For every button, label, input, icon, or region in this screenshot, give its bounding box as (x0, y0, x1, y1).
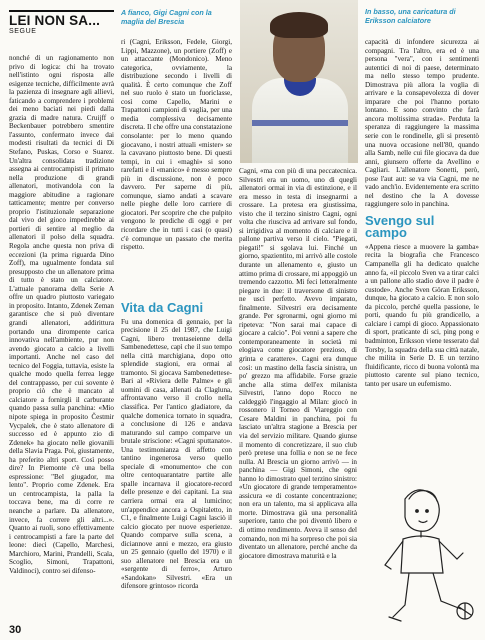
column-3 (239, 167, 357, 560)
section-title-cagni: Vita da Cagni (121, 300, 204, 315)
player-hair (270, 12, 328, 38)
column-4-text: capacità di infondere sicurezza ai compagni. Tra l'altro, era ed è una persona "vera", con i sentimenti autentici di noi di paese, determinato ma nello stesso tempo prudente. Dimostrava più allora la voglia di arrivare e la consapevolezza di dover imparare che poi l'hanno portato lontano. E sono convinto che farà ancora moltissima strada». Perduta la speranza di raggiungere la massima serie con le rondinelle, gli si presentò una nuova occasione nell'80, quando alla Samb, nelle cui file giocava da due anni, giunsero offerte da Avellino e Cagliari. L'allenatore Sonetti, però, pose l'aut aut: se va via Cagni, me ne vado anch'io. Evidentemente era scritto nel destino che la A dovesse raggiungere solo in panchina. (365, 38, 479, 209)
article-title: LEI NON SA... (9, 13, 101, 28)
page-number: 30 (9, 624, 22, 636)
column-4 (365, 38, 479, 388)
column-4-lower-text: «Appena riesce a muovere la gamba» recita la biografia che Francesco Campanella gli ha dedicato qualche anno fa, «il piccolo Sven va a tirar calci a un pallone allo stadio dove il padre è custode». Anche Sven Göran Eriksson, dunque, ha giocato a calcio. E non solo da piccolo, perché quella passione, le porti, quando fu più grandicello, a calciare i campi di gioco. Appassionato di sport, praticante di sci, ping pong e badminton, Eriksson viene tesserato dal Torsby, la squadra della sua città natale, che milita in Serie D. E un terzino fluidificante, ricco di buona volontà ma piuttosto carente sul piano tecnico, tanto per usare un eufemismo. (365, 242, 479, 388)
section-title-sven: Svengo sul campo (365, 212, 435, 241)
column-2-lower-text: Fu una domenica di gennaio, per la precisione il 25 del 1987, che Luigi Cagni, libero trentaseienne della Sambenedettese, capì che il suo tempo nella città marchigiana, dopo otto splendide stagioni, era ormai al tramonto. Si giocava Sambenedettese-Bari al «Riviera delle Palme» e gli uomini di casa, allenati da Clagluna, affrontavano verso il crollo nella classifica. Per l'antico gladiatore, da qualche domenica tornato in squadra, a conclusione di 126 e andava maturando sul campo comparve un brutale striscione: «Cagni sputtanato». Una testimonianza di affetto con tantino ingenerosa verso quello speciale di «monumento» che con oltre centoquarantatre partite alle spalle incarnava il giocatore-record delle presenze e dei capitani. La sua carriera ormai era al lumicino; un'appendice ancora a Ospitaletto, in C1, e finalmente Luigi Cagni lasciò il calcio giocato per nuove esperienze. Quando comparve sulla scena, a diciannove anni e mezzo, era giusto un 25 gennaio (quello del 1970) e il suo allenatore nel Brescia era un «sergente di ferro», Arturo «Sandokan» Silvestri. «Era un difensore grintoso» ricorda (121, 317, 232, 591)
cagni-photo (240, 0, 358, 163)
column-2 (121, 38, 232, 252)
column-1 (9, 54, 114, 575)
column-2-lower (121, 296, 232, 591)
eriksson-caricature (365, 477, 479, 632)
column-1-text: nonché di un ragionamento non privo di logica: chi ha trovato nell'istinto ogni risposta alle esigenze tecniche, difficilmente avrà la pazienza di insegnare agli allievi, faticando a comprendere i problemi dei meno baciati nei piedi dalla grazia di madre natura. Cruijff o Beckenbauer potrebbero smentire l'assunto, confermato invece dai modesti risultati da tecnici di Di Stefano, Puskas, Corso e Suarez. Un'altra consolidata tradizione assegna ai centrocampisti il primato nella produzione di grandi allenatori, motivandola con la maggiore abitudine a ragionare tatticamente; mentre per converso proprio l'istituzionale separazione dal vivo del gioco impedirebbe ai portieri di sentire al meglio da allenatori il polso della squadra. Regola anche questa non priva di eccezioni (la prima riguarda Dino Zoff), ma ugualmente fondata sul presupposto che un allenatore prima di tutto è stato un calciatore. L'attuale panorama della Serie A offre un quadro piuttosto variegato in proposito. Intanto, Zdenek Zeman garantisce che si può diventare grandi allenatori, addirittura portando una dirompente carica innovativa nell'ambiente, pur non avendo giocato a calcio a livelli importanti. Anche nel caso del tecnico del Foggia, tuttavia, esiste la qualche modo quella ferrea legge del contrappasso, per cui sovente è proprio ciò che è mancato al calciatore a fornirgli il carburante quando passa sulla panchina: «Mio nipote spiega in proposito Čestmir Vycpalek, che è stato allenatore di successo ed è appunto zio di Zdenek» ha giocato nelle giovanili della Slavia Praga. Poi, giustamente, ha preferito altri sport. Così posso dire? In Piemonte c'è una bella espressione: "Bel giugador, ma lento". Proprio come Zdenek. Era un centrocampista, la palla la toccava bene, ma di corre re neanche a parlare. Da allenatore, invece, fa correre gli altri...». Quanto ai ruoli, sono effettivamente i centrocampisti a fare la parte del leone: dieci (Capello, Marchesi, Marchioro, Marini, Prandelli, Scala, Scoglio, Simoni, Trapattoni, Valdinoci), contro sei difenso- (9, 54, 114, 575)
photo-caption: A fianco, Gigi Cagni con la maglia del Brescia (121, 8, 212, 26)
caricature-caption: In basso, una caricatura di Eriksson calciatore (365, 7, 456, 25)
continued-label: SEGUE (9, 28, 37, 35)
column-3-text: Cagni, «ma con più di una peccatecnica. Silvestri era un uomo, uno di quegli allenatori ormai in via di estinzione, e il era messo in testa di insegnarmi a crossare. La pretesa era giustissima, visto che il terzino sinistro Cagni, ogni volta che riusciva ad arrivare sul fondo, si irrigidiva al momento di calciare e il pallone partiva verso il cielo. "Piegati, piegati!" si sgolava lui. Finché un giorno, spazientito, mi arrivò alle costole durante un allenamento e, giusto un attimo prima di crossare, mi appoggiò un tremendo cazzotto. Mi feci letteralmente piegare in due: il traversone di sinistro ne uscì perfetto. Avevo imparato, finalmente. Silvestri era decisamente grande. Per sgronarmi, ogni giorno mi ripeteva: "Non sarai mai capace di giocare a calcio". Poi venni a sapere che contemporaneamente in società mi elogiava come giocatore prezioso, di grinta e carattere». Cagni era dunque così: un mastino della fascia sinistra, un po' grezzo ma affidabile. Forse grazie anche alla stima dell'ex milanista Silvestri, l'anno dopo Rocco ne caldeggiò l'ingaggio al Milan: giocò in rossonero il Torneo di Viareggio con Cesare Maldini in panchina, poi fu lasciato un'altra stagione a Brescia per via del servizio militare. Quando giunse il momento di concretizzare, il suo club però pretese una follia e non se ne fece nulla. Al Brescia un giorno arrivò — in panchina — Gigi Simoni, che ogni hanno lo dimostrato quel terzino sinistro: «Un giocatore di grande temperamento» assicura «e di costante concentrazione; non era un talento, ma si applicava alla morte. Dimostrava già una personalità superiore, tanto che poi diventò libero e di ottimo rendimento. Aveva il senso del comando, non mi ha sorpreso che poi sia diventato un allenatore, perché anche da giocatore dimostrava maturità e la (239, 167, 357, 560)
column-2-text: ri (Cagni, Eriksson, Fedele, Giorgi, Lippi, Mazzone), un portiere (Zoff) e un attaccante (Mondonico). Meno categorica, ovviamente, la distribuzione secondo i livelli di qualità. È certo comunque che Zoff nel suo ruolo è stato un fuoriclasse, così come Capello, Marini e Trapattoni campioni di vaglia, per una media complessiva decisamente discreta. Il che offre una constatazione consolante: per lo meno quando giocavano, i nostri attuali «mister» se la cavavano piuttosto bene. Di questi tempi, in cui i «maghi» si sono rarefatti e il «manico» è messo sempre più in discussione, non è poco davvero. Per saperne di più, comunque, siamo andati a scavare nelle pieghe delle loro carriere di giocatori. Per scoprire che che pulpito vengono le prediche di oggi e per ricordare che in tutti i casi (o quasi) c'è comunque un passato che merita rispetto. (121, 38, 232, 252)
jersey-stripe (252, 120, 348, 126)
header-rule (9, 10, 114, 12)
